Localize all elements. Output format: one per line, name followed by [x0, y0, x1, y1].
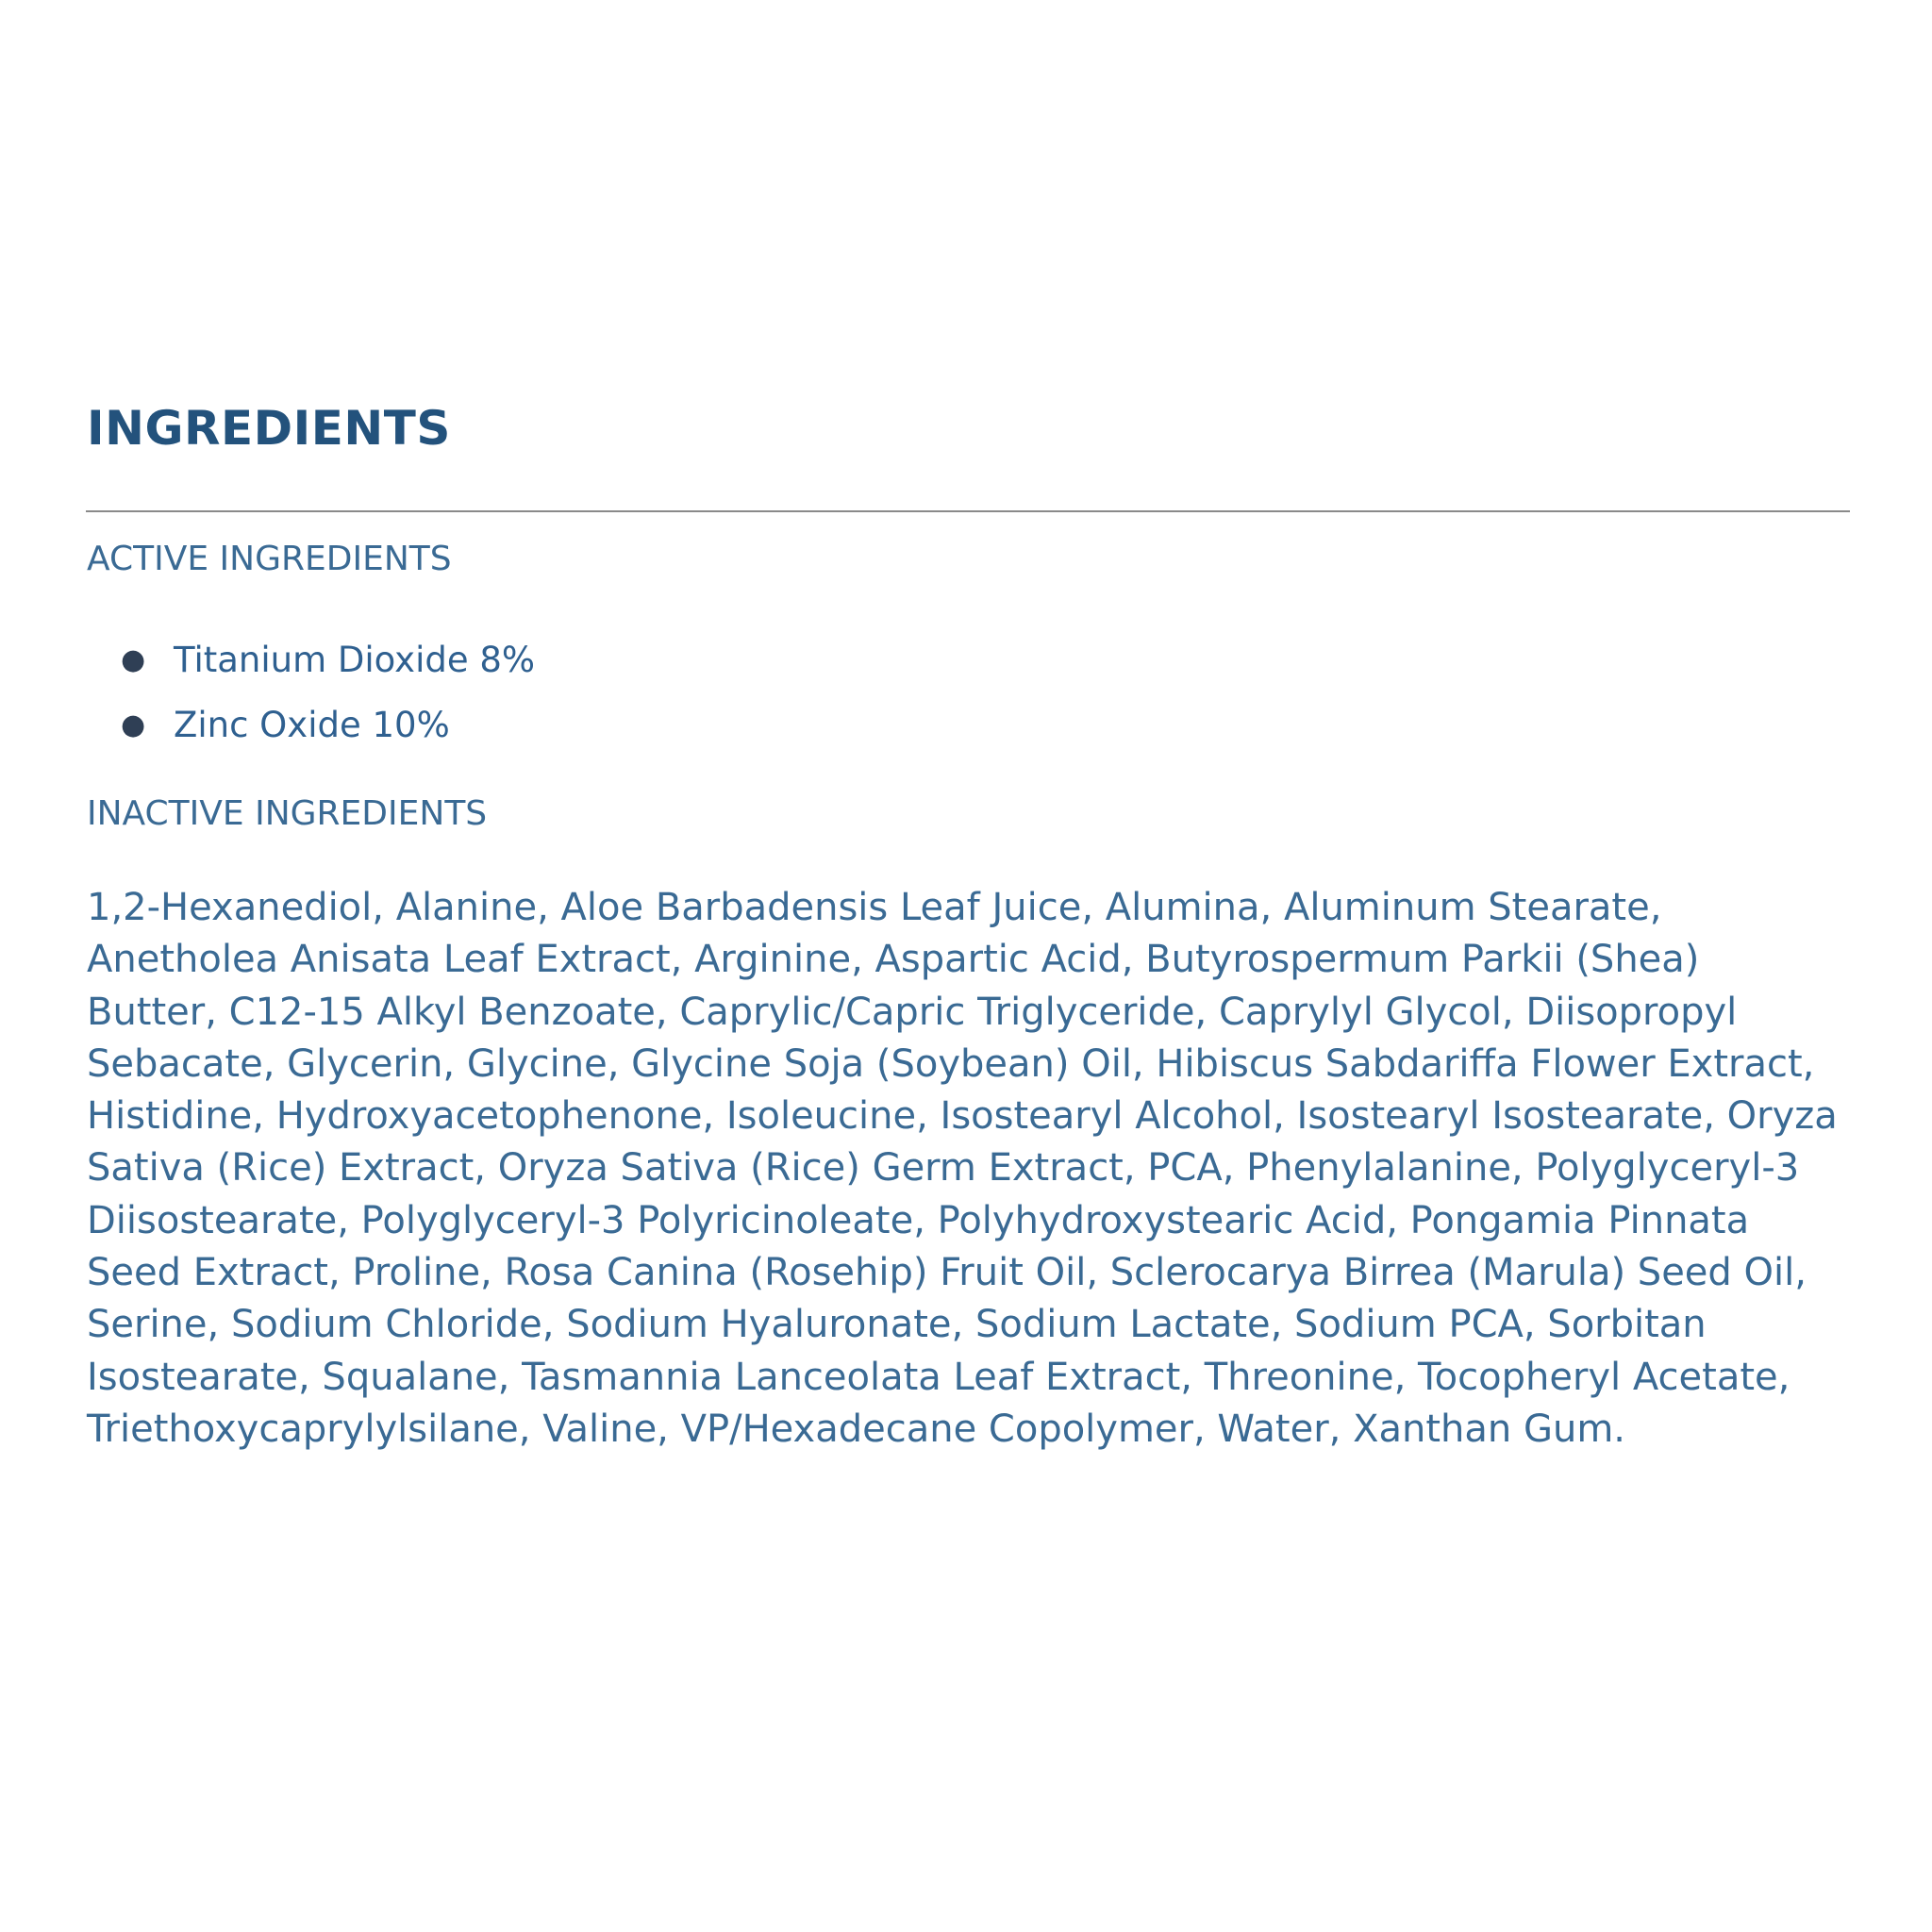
active-ingredient-label: Zinc Oxide 10%	[174, 705, 450, 745]
section-divider	[86, 510, 1850, 512]
active-ingredient-label: Titanium Dioxide 8%	[174, 640, 536, 680]
inactive-ingredients-text: 1,2-Hexanediol, Alanine, Aloe Barbadensis Leaf Juice, Alumina, Aluminum Stearate, Anetholea Anisata Leaf Extract, Arginine, Aspartic Acid, Butyrospermum Parkii (Shea) Butter, C12-15 Alkyl Benzoate, Caprylic/Capric Triglyceride, Caprylyl Glycol, Diisopropyl Sebacate, Glycerin, Glycine, Glycine Soja (Soybean) Oil, Hibiscus Sabdariffa Flower Extract, Histidine, Hydroxyacetophenone, Isoleucine, Isostearyl Alcohol, Isostearyl Isostearate, Oryza Sativa (Rice) Extract, Oryza Sativa (Rice) Germ Extract, PCA, Phenylalanine, Polyglyceryl-3 Diisostearate, Polyglyceryl-3 Polyricinoleate, Polyhydroxystearic Acid, Pongamia Pinnata Seed Extract, Proline, Rosa Canina (Rosehip) Fruit Oil, Sclerocarya Birrea (Marula) Seed Oil, Serine, Sodium Chloride, Sodium Hyaluronate, Sodium Lactate, Sodium PCA, Sorbitan Isostearate, Squalane, Tasmannia Lanceolata Leaf Extract, Threonine, Tocopheryl Acetate, Triethoxycaprylylsilane, Valine, VP/Hexadecane Copolymer, Water, Xanthan Gum.	[87, 886, 1838, 1451]
ingredients-panel	[87, 400, 1851, 1456]
bullet-icon: ●	[121, 708, 146, 741]
bullet-icon: ●	[121, 643, 146, 676]
list-item	[87, 692, 1851, 758]
ingredients-title: INGREDIENTS	[87, 401, 451, 456]
active-ingredients-list	[87, 627, 1851, 758]
inactive-ingredients-heading: INACTIVE INGREDIENTS	[87, 794, 488, 833]
list-item	[87, 627, 1851, 692]
active-ingredients-heading: ACTIVE INGREDIENTS	[87, 540, 452, 578]
